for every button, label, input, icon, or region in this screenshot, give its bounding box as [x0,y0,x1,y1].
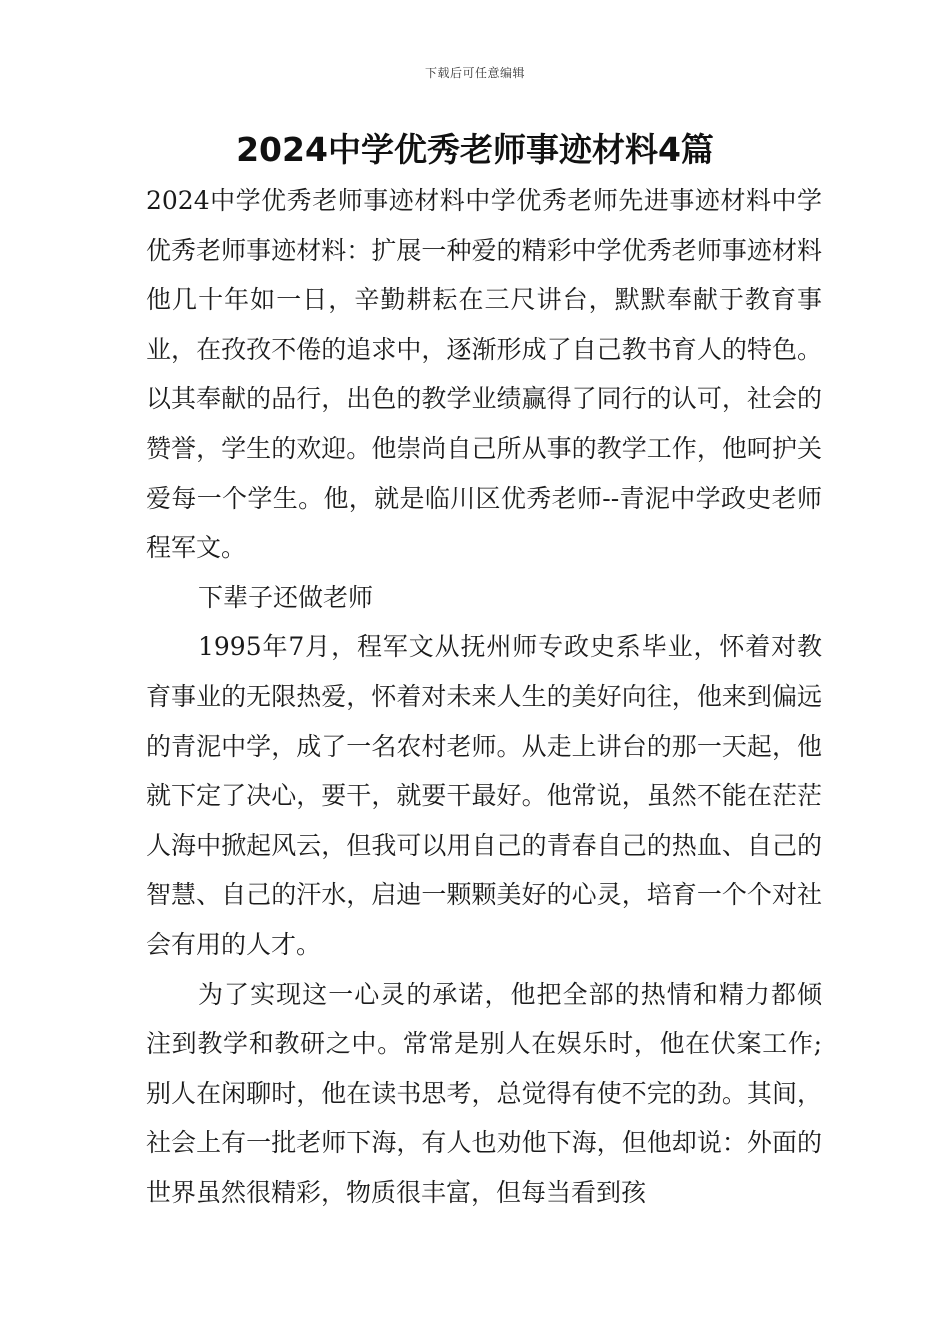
paragraph-career-start: 1995年7月，程军文从抚州师专政史系毕业，怀着对教育事业的无限热爱，怀着对未来人生的美好向往，他来到偏远的青泥中学，成了一名农村老师。从走上讲台的那一天起，他就下定了决心，要干，就要干最好。他常说，虽然不能在茫茫人海中掀起风云，但我可以用自己的青春自己的热血、自己的智慧、自己的汗水，启迪一颗颗美好的心灵，培育一个个对社会有用的人才。 [146,632,822,959]
paragraph-intro: 2024中学优秀老师事迹材料中学优秀老师先进事迹材料中学优秀老师事迹材料：扩展一种爱的精彩中学优秀老师事迹材料 他几十年如一日，辛勤耕耘在三尺讲台，默默奉献于教育事业，在孜孜不倦的追求中，逐渐形成了自己教书育人的特色。以其奉献的品行，出色的教学业绩赢得了同行的认可，社会的赞誉，学生的欢迎。他崇尚自己所从事的教学工作，他呵护关爱每一个学生。他，就是临川区优秀老师--青泥中学政史老师程军文。 [146,186,873,563]
header-note: 下载后可任意编辑 [424,66,525,80]
document-body [146,176,873,1217]
document-title: 2024中学优秀老师事迹材料4篇 [236,130,714,169]
section-heading: 下辈子还做老师 [198,582,374,612]
paragraph-dedication: 为了实现这一心灵的承诺，他把全部的热情和精力都倾注到教学和教研之中。常常是别人在娱乐时，他在伏案工作;别人在闲聊时，他在读书思考，总觉得有使不完的劲。其间，社会上有一批老师下海，有人也劝他下海，但他却说：外面的世界虽然很精彩，物质很丰富，但每当看到孩 [146,979,822,1207]
